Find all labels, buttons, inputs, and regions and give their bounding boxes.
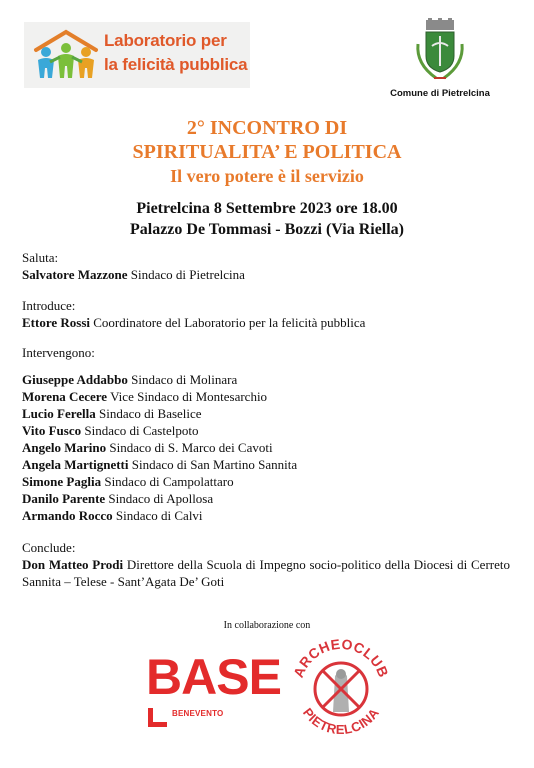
speakers-list xyxy=(22,371,510,524)
introduce-section xyxy=(22,297,510,331)
title-line2: SPIRITUALITA’ E POLITICA xyxy=(132,141,402,163)
laboratorio-logo xyxy=(24,22,250,88)
intervengono-label: Intervengono: xyxy=(22,345,95,360)
speaker-item: Angela Martignetti Sindaco di San Martino Sannita xyxy=(22,457,298,472)
base-word: BASE xyxy=(146,649,281,705)
base-benevento-logo xyxy=(146,646,281,732)
title-line1: 2° INCONTRO DI xyxy=(186,117,348,139)
coat-of-arms-icon xyxy=(412,18,468,84)
speaker-item: Armando Rocco Sindaco di Calvi xyxy=(22,508,203,523)
archeoclub-seal-icon xyxy=(284,632,398,746)
speaker-item: Lucio Ferella Sindaco di Baselice xyxy=(22,406,202,421)
comune-crest xyxy=(378,18,502,104)
base-bracket-icon xyxy=(148,708,167,727)
introduce-role: Coordinatore del Laboratorio per la felicità pubblica xyxy=(90,315,366,330)
conclude-role: Direttore della Scuola di Impegno socio-politico della Diocesi di Cerreto Sannita – Telese - Sant’Agata De’ Goti xyxy=(22,557,510,589)
archeoclub-logo xyxy=(284,632,398,746)
introduce-label: Introduce: xyxy=(22,298,76,313)
collaboration-label: In collaborazione con xyxy=(223,620,311,631)
saluta-name: Salvatore Mazzone xyxy=(22,267,128,282)
comune-label: Comune di Pietrelcina xyxy=(390,88,490,99)
speaker-item: Vito Fusco Sindaco di Castelpoto xyxy=(22,423,199,438)
archeo-bottom-text: PIETRELCINA xyxy=(299,705,383,738)
conclude-label: Conclude: xyxy=(22,540,76,555)
speaker-item: Morena Cecere Vice Sindaco di Montesarchio xyxy=(22,389,268,404)
speaker-item: Danilo Parente Sindaco di Apollosa xyxy=(22,491,214,506)
saluta-label: Saluta: xyxy=(22,250,59,265)
speaker-item: Giuseppe Addabbo Sindaco di Molinara xyxy=(22,372,238,387)
archeo-top-text: ARCHEOCLUB xyxy=(290,635,392,680)
event-venue: Palazzo De Tommasi - Bozzi (Via Riella) xyxy=(129,221,405,238)
speaker-item: Angelo Marino Sindaco di S. Marco dei Cavoti xyxy=(22,440,273,455)
lab-logo-line2: la felicità pubblica xyxy=(104,55,248,74)
introduce-name: Ettore Rossi xyxy=(22,315,91,330)
base-sub: BENEVENTO xyxy=(172,709,224,718)
saluta-role: Sindaco di Pietrelcina xyxy=(127,267,245,282)
saluta-section xyxy=(22,249,510,283)
subtitle: Il vero potere è il servizio xyxy=(170,166,364,186)
event-date: Pietrelcina 8 Settembre 2023 ore 18.00 xyxy=(136,200,398,217)
lab-logo-line1: Laboratorio per xyxy=(104,31,227,50)
conclude-name: Don Matteo Prodi xyxy=(22,557,124,572)
people-icon xyxy=(30,26,102,84)
speaker-item: Simone Paglia Sindaco di Campolattaro xyxy=(22,474,234,489)
conclude-section xyxy=(22,539,510,590)
